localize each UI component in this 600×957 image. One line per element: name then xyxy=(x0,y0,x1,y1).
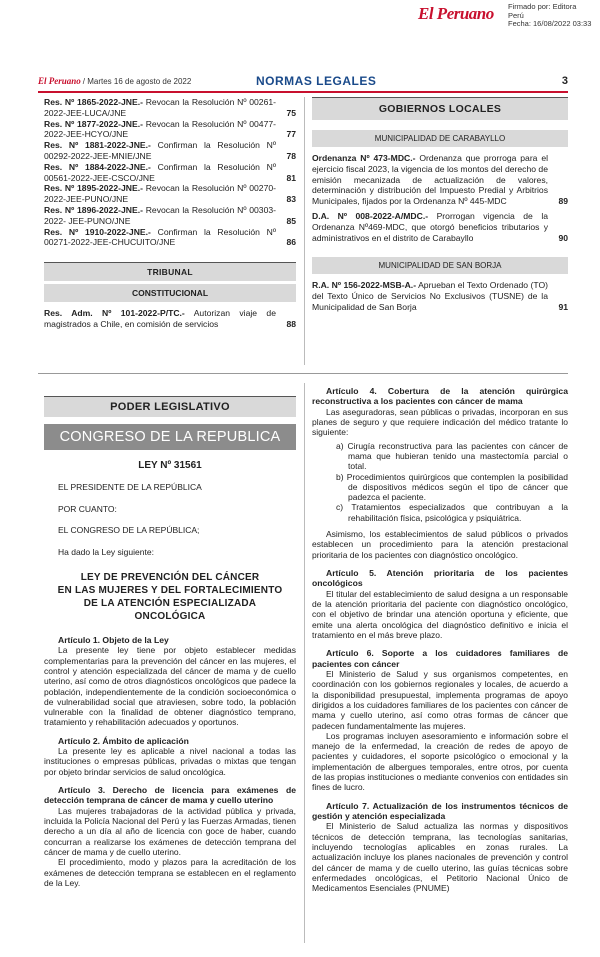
column-divider xyxy=(304,383,305,943)
summary-entry[interactable] xyxy=(44,308,296,330)
body-right-column xyxy=(312,386,568,894)
gobiernos-locales-title: GOBIERNOS LOCALES xyxy=(312,97,568,120)
entry-res: D.A. Nº 008-2022-A/MDC.- xyxy=(312,210,429,221)
entry-res: Res. Nº 1884-2022-JNE.- xyxy=(44,161,151,172)
intro-line: Ha dado la Ley siguiente: xyxy=(58,546,154,557)
entry-res: Res. Adm. Nº 101-2022-P/TC.- xyxy=(44,308,185,319)
article-paragraph: Las aseguradoras, sean públicas o privadas, incorporan en sus planes de seguro y que requiere indicación del médico tratante lo siguiente: xyxy=(312,406,568,438)
page-number: 3 xyxy=(561,75,568,87)
page-header xyxy=(38,73,568,89)
list-item: a) Cirugía reconstructiva para las pacientes con cáncer de mama que hubieran tenido una mastectomía parcial o total. xyxy=(336,440,568,472)
signature-line: Perú xyxy=(508,10,524,20)
column-divider xyxy=(304,97,305,365)
intro-line: EL PRESIDENTE DE LA REPÚBLICA xyxy=(58,482,202,492)
digital-signature xyxy=(508,3,591,29)
summary-divider xyxy=(38,373,568,374)
entry-page: 85 xyxy=(286,215,296,226)
article-paragraph: La presente ley es aplicable a nivel nacional a todas las instituciones o empresas públicas, privadas o mixtas que tengan por objeto brindar servicios de salud oncológica. xyxy=(44,746,296,777)
entry-text: Revocan la Resolución Nº 00261-2022-JEE-LUCA/JNE xyxy=(44,97,276,118)
summary-entry[interactable] xyxy=(44,97,296,119)
summary-entry[interactable] xyxy=(312,211,568,243)
header-logo: El Peruano xyxy=(38,76,81,86)
entry-page: 78 xyxy=(286,150,296,161)
entry-text: Prorrogan vigencia de la Ordenanza Nº469-MDC, que otorgó beneficios tributarios y administrativos en el distrito de Carabayllo xyxy=(312,210,549,243)
body-left-column xyxy=(44,396,296,888)
summary-entry[interactable] xyxy=(44,162,296,184)
article-list xyxy=(312,441,568,523)
entry-page: 77 xyxy=(286,129,296,140)
entry-page: 88 xyxy=(286,318,296,329)
entry-text: Confirman la Resolución Nº 00561-2022-JEE-CSCO/JNE xyxy=(44,161,277,183)
article-heading: Artículo 3. Derecho de licencia para exámenes de detección temprana de cáncer de mama y cuello uterino xyxy=(44,785,296,806)
poder-legislativo-title: PODER LEGISLATIVO xyxy=(44,396,296,417)
article-heading: Artículo 5. Atención prioritaria de los pacientes oncológicos xyxy=(312,567,568,589)
entry-res: Res. Nº 1895-2022-JNE.- xyxy=(44,183,143,194)
article-paragraph: La presente ley tiene por objeto establecer medidas complementarias para la prevención del cáncer en las mujeres, el control y atención especializada del cáncer de mama y de cuello uterino, así como de otros diagnósticos oncológicos que padece la población, independientemente de la condición socioeconómica o de vulnerabilidad social que atraviesen, sobre todo, la población vulnerable con la finalidad de obtener diagnóstico temprano, tratamiento y rehabilitación adecuados y oportunos. xyxy=(44,645,296,728)
list-item: c) Tratamientos especializados que contribuyan a la rehabilitación física, psicológica y psiquiátrica. xyxy=(336,502,568,523)
entry-page: 83 xyxy=(286,194,296,205)
sanborja-heading: MUNICIPALIDAD DE SAN BORJA xyxy=(312,257,568,274)
congreso-banner: CONGRESO DE LA REPUBLICA xyxy=(44,424,296,450)
entry-page: 81 xyxy=(286,172,296,183)
article-paragraph: El procedimiento, modo y plazos para la acreditación de los exámenes de detección temprana se establecen en el reglamento de la Ley. xyxy=(44,857,296,888)
entry-text: Aprueban el Texto Ordenado (TO) del Texto Único de Servicios No Exclusivos (TUSNE) de la Municipalidad de San Borja xyxy=(312,280,548,312)
ley-number: LEY Nº 31561 xyxy=(138,460,202,471)
article-paragraph: Las mujeres trabajadoras de la actividad pública y privada, incluida la Policía Nacional del Perú y las Fuerzas Armadas, tienen derecho a un día al año de licencia con goce de haber, cuando concurran a realizarse los exámenes de detección temprana del cáncer de mama y de cuello uterino. xyxy=(44,805,296,858)
entry-res: R.A. Nº 156-2022-MSB-A.- xyxy=(312,280,417,291)
summary-entry[interactable] xyxy=(312,280,568,312)
tc-title-line: CONSTITUCIONAL xyxy=(131,288,209,299)
entry-page: 91 xyxy=(558,301,568,312)
ley-title xyxy=(44,571,296,623)
list-item: b) Procedimientos quirúrgicos que contemplen la posibilidad de dispositivos médicos según el tipo de cáncer que padezca el paciente. xyxy=(336,471,568,503)
summary-entry[interactable] xyxy=(312,153,568,207)
carabayllo-heading: MUNICIPALIDAD DE CARABAYLLO xyxy=(312,130,568,147)
article-heading: Artículo 2. Ámbito de aplicación xyxy=(58,735,189,746)
summary-entry[interactable] xyxy=(44,140,296,162)
tc-section-subtitle xyxy=(44,284,296,302)
entry-page: 89 xyxy=(558,196,568,207)
signature-line: Fecha: 16/08/2022 03:33 xyxy=(508,19,592,29)
entry-res: Res. Nº 1881-2022-JNE.- xyxy=(44,140,151,151)
intro-line: POR CUANTO: xyxy=(58,503,117,514)
entry-text: Confirman la Resolución Nº 00271-2022-JEE-CHUCUITO/JNE xyxy=(44,226,277,248)
article-heading: Artículo 7. Actualización de los instrumentos técnicos de gestión y atención especializada xyxy=(312,800,568,822)
article-paragraph: El Ministerio de Salud y sus organismos competentes, en coordinación con los gobiernos regionales y locales, de acuerdo a la disponibilidad presupuestal, implementa programas de apoyo dirigidos a los cuidadores familiares de los pacientes con cáncer de mama y cuello uterino, así como otras formas de cáncer que padecen fundamentalmente las mujeres. xyxy=(312,669,568,731)
summary-entry[interactable] xyxy=(44,227,296,249)
entry-res: Res. Nº 1865-2022-JNE.- xyxy=(44,97,143,107)
article-paragraph: El Ministerio de Salud actualiza las normas y dispositivos técnicos de detección temprana, las tecnologías sanitarias, incluyendo tecnologías aplicables en zonas rurales. La actualización incluye los planes nacionales de prevención y control del cáncer de mama y de cuello uterino, las guías técnicas sobre enfermedades oncológicas, el Petitorio Nacional Único de Medicamentos Esenciales (PNUME) xyxy=(312,821,568,894)
entry-res: Ordenanza Nº 473-MDC.- xyxy=(312,153,416,163)
article-heading: Artículo 4. Cobertura de la atención quirúrgica reconstructiva a los pacientes con cáncer de mama xyxy=(312,386,568,407)
ley-title-line: LEY DE PREVENCIÓN DEL CÁNCER xyxy=(80,572,260,583)
article-paragraph: El titular del establecimiento de salud designa a un responsable de la atención prioritaria del paciente con diagnóstico oncológico, con el objetivo de brindar una atención oportuna y eficiente, que emite una alerta oncológica del diagnóstico definitivo e inicia el tratamiento en el más breve plazo. xyxy=(312,588,568,640)
header-date: / Martes 16 de agosto de 2022 xyxy=(82,76,192,86)
ley-title-line: ONCOLÓGICA xyxy=(134,611,206,622)
summary-entry[interactable] xyxy=(44,183,296,205)
tc-section-title xyxy=(44,262,296,281)
article-heading: Artículo 1. Objeto de la Ley xyxy=(58,635,169,645)
summary-entry[interactable] xyxy=(44,119,296,141)
summary-left xyxy=(44,97,296,330)
entry-text: Revocan la Resolución Nº 00477-2022-JEE-HCYO/JNE xyxy=(44,118,276,140)
entry-text: Ordenanza que prorroga para el ejercicio fiscal 2023, la vigencia de los montos del derecho de emisión mecanizada de actualización de valores, determinación y distribución del Impuesto Predial y Arbitrios Municipales, fijados por la Ordenanza Nº 445-MDC xyxy=(312,153,549,207)
entry-res: Res. Nº 1877-2022-JNE.- xyxy=(44,118,143,129)
summary-right xyxy=(312,97,568,313)
article-heading: Artículo 6. Soporte a los cuidadores familiares de pacientes con cáncer xyxy=(312,648,568,669)
entry-text: Revocan la Resolución Nº 00270-2022-JEE-PUNO/JNE xyxy=(44,183,276,205)
article-paragraph: Los programas incluyen asesoramiento e información sobre el manejo de la enfermedad, la creación de redes de apoyo de pacientes y cuidadores, el soporte psicológico o emocional y la implementación de albergues temporales, entre otros, por cuenta de las propias instituciones o mediante convenios con entidades sin fines de lucro. xyxy=(312,730,568,793)
intro-line: EL CONGRESO DE LA REPÚBLICA; xyxy=(58,525,200,535)
entry-page: 86 xyxy=(286,237,296,248)
header-rule xyxy=(38,91,568,93)
header-section-title: NORMAS LEGALES xyxy=(256,74,377,88)
summary-entry[interactable] xyxy=(44,205,296,227)
entry-page: 75 xyxy=(286,107,296,118)
tc-title-line: TRIBUNAL xyxy=(147,267,193,278)
el-peruano-logo: El Peruano xyxy=(418,4,494,23)
ley-title-line: DE LA ATENCIÓN ESPECIALIZADA xyxy=(83,598,257,609)
ley-title-line: EN LAS MUJERES Y DEL FORTALECIMIENTO xyxy=(57,585,283,596)
signature-line: Firmado por: Editora xyxy=(508,2,577,11)
entry-page: 90 xyxy=(558,232,568,243)
entry-res: Res. Nº 1910-2022-JNE.- xyxy=(44,226,151,237)
entry-text: Confirman la Resolución Nº 00292-2022-JEE-MNIE/JNE xyxy=(44,140,277,161)
article-paragraph: Asimismo, los establecimientos de salud públicos o privados establecen un procedimiento para la atención prestacional prioritaria de los pacientes con diagnóstico oncológico. xyxy=(312,529,568,560)
entry-text: Autorizan viaje de magistrados a Chile, en comisión de servicios xyxy=(44,308,276,329)
entry-res: Res. Nº 1896-2022-JNE.- xyxy=(44,204,143,215)
entry-text: Revocan la Resolución Nº 00303-2022- JEE-PUNO/JNE xyxy=(44,204,276,226)
